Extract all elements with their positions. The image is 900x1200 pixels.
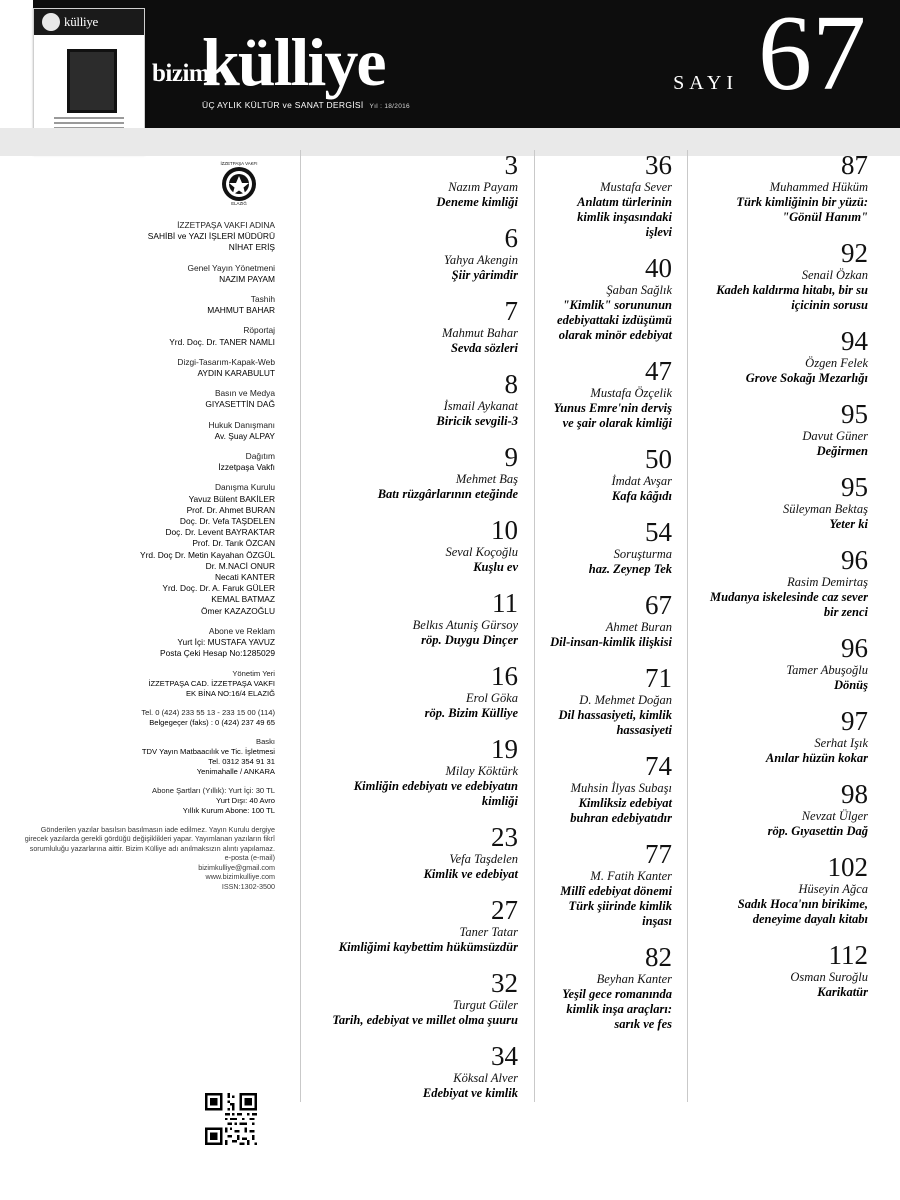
imprint-block-value: EK BİNA NO:16/4 ELAZIĞ bbox=[185, 688, 275, 698]
toc-entry[interactable] bbox=[318, 442, 518, 502]
imprint-block-label: Röportaj bbox=[243, 325, 275, 336]
issue-label: SAYI bbox=[673, 72, 738, 94]
toc-entry-author: İmdat Avşar bbox=[611, 474, 672, 488]
toc-entry-title: Yeter ki bbox=[829, 517, 868, 531]
toc-entry-page: 54 bbox=[645, 517, 672, 547]
toc-entry[interactable] bbox=[548, 444, 672, 504]
toc-entry-page: 8 bbox=[504, 369, 518, 399]
imprint-block-value: GIYASETTİN DAĞ bbox=[205, 399, 275, 410]
toc-entry-page: 67 bbox=[645, 590, 672, 620]
toc-entry-title: Dil hassasiyeti, kimlik hassasiyeti bbox=[558, 708, 672, 737]
toc-entry-author: Rasim Demirtaş bbox=[787, 575, 868, 589]
header-left-margin bbox=[0, 0, 33, 128]
imprint-block-value: Doç. Dr. Levent BAYRAKTAR bbox=[165, 527, 275, 538]
imprint-column bbox=[20, 162, 275, 891]
toc-column-1 bbox=[318, 150, 518, 1114]
toc-entry[interactable] bbox=[700, 150, 868, 225]
toc-entry-title: Sevda sözleri bbox=[450, 341, 518, 355]
toc-entry-page: 3 bbox=[504, 150, 518, 180]
toc-entry-page: 71 bbox=[645, 663, 672, 693]
imprint-website[interactable]: www.bizimkulliye.com bbox=[205, 872, 275, 882]
toc-entry-page: 11 bbox=[492, 588, 518, 618]
toc-entry-title: Edebiyat ve kimlik bbox=[422, 1086, 518, 1100]
toc-entry-author: Süleyman Bektaş bbox=[782, 502, 868, 516]
toc-entry[interactable] bbox=[318, 822, 518, 882]
imprint-block-value: Yavuz Bülent BAKİLER bbox=[188, 493, 275, 504]
toc-entry-author: Milay Köktürk bbox=[445, 764, 518, 778]
toc-entry[interactable] bbox=[548, 942, 672, 1032]
toc-entry-author: İsmail Aykanat bbox=[443, 399, 518, 413]
toc-entry[interactable] bbox=[318, 968, 518, 1028]
cover-thumb-photo bbox=[67, 49, 117, 113]
imprint-block-value: İzzetpaşa Vakfı bbox=[218, 462, 275, 473]
toc-entry-author: Mustafa Sever bbox=[600, 180, 672, 194]
toc-entry[interactable] bbox=[548, 253, 672, 343]
toc-entry[interactable] bbox=[700, 472, 868, 532]
toc-entry-page: 6 bbox=[504, 223, 518, 253]
imprint-block-label: Tel. 0 (424) 233 55 13 - 233 15 00 (114) bbox=[141, 707, 275, 717]
toc-entry-author: Erol Göka bbox=[466, 691, 518, 705]
imprint-block bbox=[20, 737, 275, 777]
toc-entry-title: Kimliğin edebiyatı ve edebiyatın kimliği bbox=[353, 779, 518, 808]
toc-entry-page: 27 bbox=[491, 895, 518, 925]
imprint-block-value: Av. Şuay ALPAY bbox=[214, 430, 275, 441]
toc-entry-title: haz. Zeynep Tek bbox=[588, 562, 672, 576]
imprint-block bbox=[20, 786, 275, 816]
imprint-email[interactable]: bizimkulliye@gmail.com bbox=[198, 862, 275, 872]
toc-entry-title: Şiir yârimdir bbox=[451, 268, 518, 282]
toc-entry-page: 94 bbox=[841, 326, 868, 356]
imprint-block bbox=[20, 294, 275, 316]
toc-entry-page: 96 bbox=[841, 633, 868, 663]
toc-entry-author: Seval Koçoğlu bbox=[445, 545, 518, 559]
imprint-block-value: Yrd. Doç. Dr. A. Faruk GÜLER bbox=[162, 583, 275, 594]
imprint-block bbox=[20, 388, 275, 410]
imprint-block-value: Yrd. Doç. Dr. TANER NAMLI bbox=[169, 336, 275, 347]
imprint-block-value: AYDIN KARABULUT bbox=[197, 368, 275, 379]
toc-entry-page: 95 bbox=[841, 472, 868, 502]
toc-entry-page: 74 bbox=[645, 751, 672, 781]
toc-entry-author: Yahya Akengin bbox=[444, 253, 518, 267]
toc-entry-title: Kimlik ve edebiyat bbox=[423, 867, 518, 881]
toc-entry[interactable] bbox=[700, 238, 868, 313]
toc-entry[interactable] bbox=[700, 940, 868, 1000]
imprint-block-value: Yurt Dışı: 40 Avro bbox=[216, 795, 275, 805]
toc-entry-page: 102 bbox=[827, 852, 868, 882]
toc-entry-title: Karikatür bbox=[817, 985, 868, 999]
imprint-block-label: Basın ve Medya bbox=[214, 388, 275, 399]
imprint-block-value: Yıllık Kurum Abone: 100 TL bbox=[182, 805, 275, 815]
imprint-block-label: Yönetim Yeri bbox=[232, 668, 275, 678]
imprint-block-label: Hukuk Danışmanı bbox=[208, 419, 275, 430]
toc-entry-title: Değirmen bbox=[816, 444, 868, 458]
toc-entry[interactable] bbox=[548, 150, 672, 240]
toc-entry[interactable] bbox=[318, 734, 518, 809]
imprint-block bbox=[20, 451, 275, 473]
cover-thumb-header bbox=[34, 9, 144, 35]
toc-entry-author: Mahmut Bahar bbox=[441, 326, 518, 340]
toc-entry-page: 87 bbox=[841, 150, 868, 180]
imprint-blocks bbox=[20, 220, 275, 816]
imprint-block-label: Danışma Kurulu bbox=[214, 482, 275, 493]
cover-thumb-logo-icon bbox=[42, 13, 60, 31]
imprint-block bbox=[20, 263, 275, 285]
toc-entry-title: Kafa kâğıdı bbox=[611, 489, 672, 503]
imprint-block-value: İZZETPAŞA CAD. İZZETPAŞA VAKFI bbox=[148, 678, 275, 688]
masthead-subtitle bbox=[202, 100, 410, 110]
qr-code-icon[interactable] bbox=[205, 1093, 257, 1145]
toc-entry-title: Mudanya iskelesinde caz sever bir zenci bbox=[710, 590, 868, 619]
imprint-block-value: Ömer KAZAZOĞLU bbox=[201, 605, 275, 616]
toc-entry-title: röp. Gıyasettin Dağ bbox=[767, 824, 868, 838]
imprint-block-value: NAZIM PAYAM bbox=[219, 273, 275, 284]
toc-entry-page: 97 bbox=[841, 706, 868, 736]
toc-entry[interactable] bbox=[318, 1041, 518, 1101]
toc-entry-author: Beyhan Kanter bbox=[596, 972, 672, 986]
toc-column-3 bbox=[700, 150, 868, 1013]
imprint-block-value: SAHİBİ ve YAZI İŞLERİ MÜDÜRÜ bbox=[147, 231, 275, 242]
toc-entry-title: Dönüş bbox=[833, 678, 868, 692]
toc-entry-title: "Kimlik" sorununun edebiyattaki izdüşümü olarak minör edebiyat bbox=[557, 298, 672, 342]
imprint-block bbox=[20, 420, 275, 442]
toc-entry-title: Biricik sevgili-3 bbox=[436, 414, 518, 428]
toc-entry-title: Yeşil gece romanında kimlik inşa araçları: sarık ve fes bbox=[562, 987, 672, 1031]
toc-entry-author: Köksal Alver bbox=[453, 1071, 518, 1085]
toc-entry-page: 95 bbox=[841, 399, 868, 429]
toc-entry-title: Tarih, edebiyat ve millet olma şuuru bbox=[332, 1013, 518, 1027]
toc-entry-author: Mehmet Baş bbox=[455, 472, 518, 486]
masthead-brand-small: bizim bbox=[152, 60, 210, 87]
cover-thumb-title: külliye bbox=[64, 14, 99, 29]
imprint-block-value: TDV Yayın Matbaacılık ve Tic. İşletmesi bbox=[141, 746, 275, 756]
toc-entry-author: Muhammed Hüküm bbox=[769, 180, 868, 194]
toc-entry-author: Belkıs Atuniş Gürsoy bbox=[412, 618, 518, 632]
toc-entry-page: 10 bbox=[491, 515, 518, 545]
toc-entry-title: Grove Sokağı Mezarlığı bbox=[745, 371, 868, 385]
svg-text:ELAZIĞ: ELAZIĞ bbox=[231, 201, 247, 206]
imprint-block-label: İZZETPAŞA VAKFI ADINA bbox=[177, 220, 275, 230]
toc-entry[interactable] bbox=[318, 661, 518, 721]
column-divider-1 bbox=[300, 150, 301, 1102]
imprint-block-label: Tashih bbox=[250, 294, 275, 305]
imprint-block-label: Genel Yayın Yönetmeni bbox=[187, 262, 275, 273]
column-divider-2 bbox=[534, 150, 535, 1102]
toc-entry-page: 9 bbox=[504, 442, 518, 472]
toc-entry-author: Senail Özkan bbox=[801, 268, 868, 282]
toc-entry-page: 82 bbox=[645, 942, 672, 972]
toc-entry-page: 98 bbox=[841, 779, 868, 809]
toc-entry-title: Kadeh kaldırma hitabı, bir su içicinin sorusu bbox=[716, 283, 868, 312]
toc-entry-title: Sadık Hoca'nın birikime, deneyime dayalı kitabı bbox=[737, 897, 868, 926]
toc-entry-page: 19 bbox=[491, 734, 518, 764]
toc-entry-author: Turgut Güler bbox=[452, 998, 518, 1012]
toc-entry-author: Nevzat Ülger bbox=[801, 809, 868, 823]
toc-entry-page: 96 bbox=[841, 545, 868, 575]
toc-entry[interactable] bbox=[700, 633, 868, 693]
imprint-block-value: Yurt İçi: MUSTAFA YAVUZ bbox=[177, 637, 275, 648]
toc-entry[interactable] bbox=[700, 326, 868, 386]
imprint-block bbox=[20, 325, 275, 347]
toc-entry-author: Muhsin İlyas Subaşı bbox=[570, 781, 672, 795]
imprint-block-value: Yenimahalle / ANKARA bbox=[196, 766, 275, 776]
imprint-block-value: Necati KANTER bbox=[214, 572, 275, 583]
imprint-block-label: Abone ve Reklam bbox=[208, 625, 275, 636]
toc-entry-title: röp. Duygu Dinçer bbox=[421, 633, 518, 647]
masthead-year: Yıl : 18/2016 bbox=[369, 103, 410, 110]
imprint-block-value: NİHAT ERİŞ bbox=[228, 242, 275, 253]
toc-entry[interactable] bbox=[318, 895, 518, 955]
imprint-block-label: Dağıtım bbox=[245, 451, 275, 462]
imprint-block bbox=[20, 357, 275, 379]
masthead-subtitle-text: ÜÇ AYLIK KÜLTÜR ve SANAT DERGİSİ bbox=[202, 100, 364, 110]
toc-entry[interactable] bbox=[318, 223, 518, 283]
toc-entry-title: röp. Bizim Külliye bbox=[424, 706, 518, 720]
toc-entry-author: Davut Güner bbox=[802, 429, 868, 443]
imprint-block bbox=[20, 669, 275, 699]
toc-entry-page: 36 bbox=[645, 150, 672, 180]
toc-entry-page: 112 bbox=[828, 940, 868, 970]
imprint-block-label: Abone Şartları (Yıllık): Yurt İçi: 30 TL bbox=[152, 785, 275, 795]
toc-entry[interactable] bbox=[700, 852, 868, 927]
masthead-brand-main: külliye bbox=[202, 24, 385, 100]
imprint-block bbox=[20, 708, 275, 728]
toc-entry-author: M. Fatih Kanter bbox=[590, 869, 672, 883]
svg-text:İZZETPAŞA VAKFI: İZZETPAŞA VAKFI bbox=[220, 161, 258, 166]
toc-entry-author: Mustafa Özçelik bbox=[590, 386, 672, 400]
imprint-block-value: Posta Çeki Hesap No:1285029 bbox=[160, 648, 275, 659]
toc-entry-author: Tamer Abuşoğlu bbox=[786, 663, 868, 677]
imprint-block-value: Prof. Dr. Tarık ÖZCAN bbox=[192, 538, 275, 549]
toc-entry[interactable] bbox=[318, 515, 518, 575]
toc-entry-author: Nazım Payam bbox=[448, 180, 518, 194]
toc-entry-page: 34 bbox=[491, 1041, 518, 1071]
toc-entry[interactable] bbox=[700, 545, 868, 620]
toc-entry[interactable] bbox=[548, 356, 672, 431]
toc-entry-author: Soruşturma bbox=[613, 547, 672, 561]
imprint-block-value: Dr. M.NACİ ONUR bbox=[205, 560, 275, 571]
toc-entry[interactable] bbox=[700, 706, 868, 766]
imprint-block bbox=[20, 220, 275, 254]
issue-number: 67 bbox=[758, 0, 866, 113]
toc-entry[interactable] bbox=[548, 590, 672, 650]
toc-entry-title: Kuşlu ev bbox=[473, 560, 518, 574]
imprint-block-value: Belgegeçer (faks) : 0 (424) 237 49 65 bbox=[149, 717, 275, 727]
toc-entry-page: 40 bbox=[645, 253, 672, 283]
toc-entry-author: Şaban Sağlık bbox=[606, 283, 672, 297]
imprint-email-label: e-posta (e-mail) bbox=[224, 853, 275, 863]
toc-entry-page: 16 bbox=[491, 661, 518, 691]
column-divider-3 bbox=[687, 150, 688, 1102]
toc-entry[interactable] bbox=[700, 779, 868, 839]
toc-entry-title: Anılar hüzün kokar bbox=[765, 751, 868, 765]
toc-entry-title: Anlatım türlerinin kimlik inşasındaki işlevi bbox=[577, 195, 672, 239]
imprint-block-label: Baskı bbox=[256, 736, 275, 746]
toc-entry-page: 32 bbox=[491, 968, 518, 998]
toc-entry-title: Batı rüzgârlarının eteğinde bbox=[377, 487, 518, 501]
toc-entry-page: 92 bbox=[841, 238, 868, 268]
toc-entry[interactable] bbox=[318, 296, 518, 356]
toc-entry-title: Millî edebiyat dönemi Türk şiirinde kimlik inşası bbox=[560, 884, 672, 928]
imprint-block-value: MAHMUT BAHAR bbox=[207, 305, 275, 316]
toc-entry[interactable] bbox=[548, 517, 672, 577]
page-header bbox=[0, 0, 900, 128]
toc-entry[interactable] bbox=[548, 751, 672, 826]
imprint-block-value: Doç. Dr. Vefa TAŞDELEN bbox=[179, 516, 275, 527]
toc-entry-author: Taner Tatar bbox=[459, 925, 518, 939]
imprint-contact bbox=[20, 853, 275, 891]
toc-entry-page: 47 bbox=[645, 356, 672, 386]
toc-entry-page: 23 bbox=[491, 822, 518, 852]
toc-entry[interactable] bbox=[548, 839, 672, 929]
toc-entry-author: Hüseyin Ağca bbox=[798, 882, 868, 896]
toc-entry-title: Kimliğimi kaybettim hükümsüzdür bbox=[338, 940, 518, 954]
imprint-block-label: Dizgi-Tasarım-Kapak-Web bbox=[177, 356, 275, 367]
toc-entry-page: 77 bbox=[645, 839, 672, 869]
toc-entry-title: Türk kimliğinin bir yüzü: "Gönül Hanım" bbox=[736, 195, 868, 224]
imprint-block bbox=[20, 482, 275, 616]
toc-entry-title: Kimliksiz edebiyat buhran edebiyatıdır bbox=[570, 796, 672, 825]
toc-entry[interactable] bbox=[318, 369, 518, 429]
imprint-issn: ISSN:1302-3500 bbox=[221, 881, 275, 891]
imprint-block bbox=[20, 626, 275, 660]
imprint-disclaimer: Gönderilen yazılar basılsın basılmasın iade edilmez. Yayın Kurulu dergiye girecek yazılarda gerekli gördüğü değişiklikleri yapar. Yayımlanan yazıların fikrî sorumluluğu yazarlarına aittir. Bizim Külliye adı anılmaksızın alıntı yapılamaz. bbox=[24, 824, 275, 853]
imprint-block-value: Prof. Dr. Ahmet BURAN bbox=[186, 504, 275, 515]
imprint-block-value: Yrd. Doç Dr. Metin Kayahan ÖZGÜL bbox=[140, 549, 275, 560]
toc-entry-author: D. Mehmet Doğan bbox=[579, 693, 672, 707]
toc-entry-author: Ahmet Buran bbox=[605, 620, 672, 634]
toc-entry-title: Deneme kimliği bbox=[436, 195, 518, 209]
toc-entry[interactable] bbox=[700, 399, 868, 459]
toc-entry-title: Yunus Emre'nin derviş ve şair olarak kimliği bbox=[553, 401, 672, 430]
toc-entry-author: Serhat Işık bbox=[814, 736, 868, 750]
toc-entry-title: Dil-insan-kimlik ilişkisi bbox=[550, 635, 672, 649]
toc-entry[interactable] bbox=[318, 588, 518, 648]
toc-column-2 bbox=[548, 150, 672, 1045]
imprint-block-value: Tel. 0312 354 91 31 bbox=[208, 756, 275, 766]
toc-entry-page: 50 bbox=[645, 444, 672, 474]
toc-entry-author: Özgen Felek bbox=[805, 356, 868, 370]
toc-entry-author: Vefa Taşdelen bbox=[449, 852, 518, 866]
toc-entry[interactable] bbox=[548, 663, 672, 738]
toc-entry-page: 7 bbox=[504, 296, 518, 326]
toc-entry-author: Osman Suroğlu bbox=[790, 970, 868, 984]
vakif-seal-icon bbox=[215, 158, 263, 206]
toc-entry[interactable] bbox=[318, 150, 518, 210]
imprint-block-value: KEMAL BATMAZ bbox=[211, 594, 275, 605]
